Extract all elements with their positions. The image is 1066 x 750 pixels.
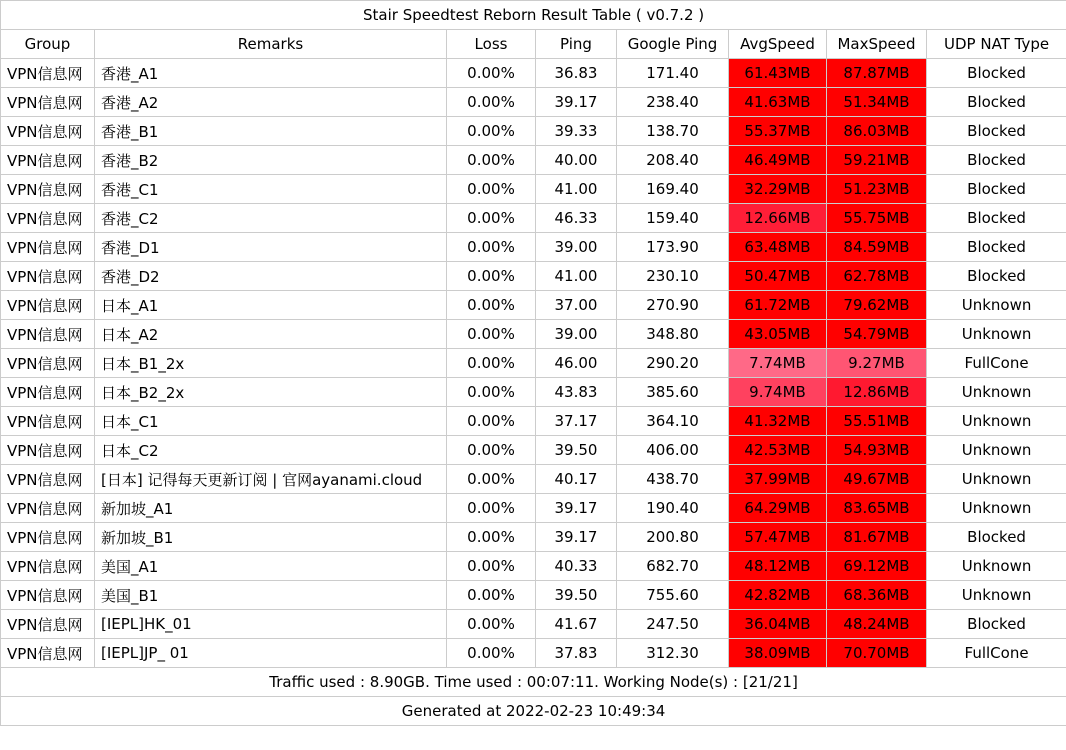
column-header-avgspeed: AvgSpeed <box>729 30 827 59</box>
loss-cell: 0.00% <box>447 320 536 349</box>
column-header-udp-nat-type: UDP NAT Type <box>927 30 1066 59</box>
group-cell: VPN信息网 <box>1 494 95 523</box>
max-speed-cell: 84.59MB <box>827 233 927 262</box>
udp-nat-type-cell: Blocked <box>927 204 1066 233</box>
footer-generated: Generated at 2022-02-23 10:49:34 <box>1 697 1066 726</box>
table-row <box>1 175 1066 204</box>
ping-cell: 39.00 <box>536 233 617 262</box>
table-row <box>1 291 1066 320</box>
ping-cell: 39.17 <box>536 88 617 117</box>
max-speed-cell: 69.12MB <box>827 552 927 581</box>
loss-cell: 0.00% <box>447 349 536 378</box>
google-ping-cell: 169.40 <box>617 175 729 204</box>
remarks-cell: 日本_C1 <box>95 407 447 436</box>
group-cell: VPN信息网 <box>1 407 95 436</box>
ping-cell: 41.67 <box>536 610 617 639</box>
ping-cell: 39.33 <box>536 117 617 146</box>
max-speed-cell: 86.03MB <box>827 117 927 146</box>
loss-cell: 0.00% <box>447 494 536 523</box>
remarks-cell: 新加坡_B1 <box>95 523 447 552</box>
udp-nat-type-cell: Blocked <box>927 117 1066 146</box>
avg-speed-cell: 36.04MB <box>729 610 827 639</box>
group-cell: VPN信息网 <box>1 320 95 349</box>
loss-cell: 0.00% <box>447 552 536 581</box>
max-speed-cell: 62.78MB <box>827 262 927 291</box>
table-row <box>1 407 1066 436</box>
udp-nat-type-cell: Unknown <box>927 552 1066 581</box>
avg-speed-cell: 41.32MB <box>729 407 827 436</box>
remarks-cell: 美国_B1 <box>95 581 447 610</box>
group-cell: VPN信息网 <box>1 523 95 552</box>
group-cell: VPN信息网 <box>1 436 95 465</box>
avg-speed-cell: 50.47MB <box>729 262 827 291</box>
udp-nat-type-cell: Unknown <box>927 291 1066 320</box>
group-cell: VPN信息网 <box>1 204 95 233</box>
google-ping-cell: 364.10 <box>617 407 729 436</box>
google-ping-cell: 290.20 <box>617 349 729 378</box>
ping-cell: 39.17 <box>536 494 617 523</box>
google-ping-cell: 190.40 <box>617 494 729 523</box>
udp-nat-type-cell: FullCone <box>927 639 1066 668</box>
udp-nat-type-cell: Blocked <box>927 523 1066 552</box>
table-body <box>1 59 1066 668</box>
max-speed-cell: 48.24MB <box>827 610 927 639</box>
udp-nat-type-cell: Blocked <box>927 610 1066 639</box>
loss-cell: 0.00% <box>447 610 536 639</box>
footer-summary: Traffic used : 8.90GB. Time used : 00:07:11. Working Node(s) : [21/21] <box>1 668 1066 697</box>
group-cell: VPN信息网 <box>1 117 95 146</box>
column-header-ping: Ping <box>536 30 617 59</box>
remarks-cell: 香港_B1 <box>95 117 447 146</box>
ping-cell: 40.00 <box>536 146 617 175</box>
loss-cell: 0.00% <box>447 465 536 494</box>
google-ping-cell: 238.40 <box>617 88 729 117</box>
group-cell: VPN信息网 <box>1 88 95 117</box>
udp-nat-type-cell: Unknown <box>927 378 1066 407</box>
avg-speed-cell: 57.47MB <box>729 523 827 552</box>
avg-speed-cell: 48.12MB <box>729 552 827 581</box>
google-ping-cell: 138.70 <box>617 117 729 146</box>
table-row <box>1 59 1066 88</box>
table-row <box>1 233 1066 262</box>
table-row <box>1 436 1066 465</box>
google-ping-cell: 348.80 <box>617 320 729 349</box>
table-row <box>1 581 1066 610</box>
ping-cell: 40.33 <box>536 552 617 581</box>
loss-cell: 0.00% <box>447 233 536 262</box>
avg-speed-cell: 55.37MB <box>729 117 827 146</box>
udp-nat-type-cell: Blocked <box>927 233 1066 262</box>
group-cell: VPN信息网 <box>1 465 95 494</box>
table-row <box>1 146 1066 175</box>
udp-nat-type-cell: Unknown <box>927 581 1066 610</box>
udp-nat-type-cell: Blocked <box>927 146 1066 175</box>
loss-cell: 0.00% <box>447 436 536 465</box>
table-row <box>1 204 1066 233</box>
google-ping-cell: 755.60 <box>617 581 729 610</box>
udp-nat-type-cell: Blocked <box>927 88 1066 117</box>
summary-row <box>1 668 1066 697</box>
group-cell: VPN信息网 <box>1 291 95 320</box>
column-header-google-ping: Google Ping <box>617 30 729 59</box>
max-speed-cell: 83.65MB <box>827 494 927 523</box>
remarks-cell: [IEPL]JP_ 01 <box>95 639 447 668</box>
udp-nat-type-cell: Unknown <box>927 407 1066 436</box>
ping-cell: 40.17 <box>536 465 617 494</box>
ping-cell: 39.00 <box>536 320 617 349</box>
google-ping-cell: 385.60 <box>617 378 729 407</box>
header-row <box>1 30 1066 59</box>
title-row <box>1 1 1066 30</box>
ping-cell: 37.00 <box>536 291 617 320</box>
table-row <box>1 552 1066 581</box>
loss-cell: 0.00% <box>447 88 536 117</box>
remarks-cell: 香港_C2 <box>95 204 447 233</box>
google-ping-cell: 171.40 <box>617 59 729 88</box>
ping-cell: 36.83 <box>536 59 617 88</box>
avg-speed-cell: 64.29MB <box>729 494 827 523</box>
remarks-cell: 日本_B1_2x <box>95 349 447 378</box>
group-cell: VPN信息网 <box>1 175 95 204</box>
avg-speed-cell: 12.66MB <box>729 204 827 233</box>
remarks-cell: 香港_D2 <box>95 262 447 291</box>
group-cell: VPN信息网 <box>1 349 95 378</box>
remarks-cell: 新加坡_A1 <box>95 494 447 523</box>
table-row <box>1 465 1066 494</box>
google-ping-cell: 230.10 <box>617 262 729 291</box>
udp-nat-type-cell: Unknown <box>927 465 1066 494</box>
ping-cell: 39.17 <box>536 523 617 552</box>
group-cell: VPN信息网 <box>1 59 95 88</box>
max-speed-cell: 54.93MB <box>827 436 927 465</box>
loss-cell: 0.00% <box>447 523 536 552</box>
ping-cell: 46.33 <box>536 204 617 233</box>
max-speed-cell: 79.62MB <box>827 291 927 320</box>
ping-cell: 41.00 <box>536 262 617 291</box>
avg-speed-cell: 42.82MB <box>729 581 827 610</box>
udp-nat-type-cell: Blocked <box>927 59 1066 88</box>
remarks-cell: 香港_A2 <box>95 88 447 117</box>
ping-cell: 37.83 <box>536 639 617 668</box>
avg-speed-cell: 63.48MB <box>729 233 827 262</box>
table-row <box>1 262 1066 291</box>
google-ping-cell: 406.00 <box>617 436 729 465</box>
max-speed-cell: 51.34MB <box>827 88 927 117</box>
max-speed-cell: 51.23MB <box>827 175 927 204</box>
loss-cell: 0.00% <box>447 262 536 291</box>
table-row <box>1 378 1066 407</box>
table-row <box>1 117 1066 146</box>
avg-speed-cell: 61.43MB <box>729 59 827 88</box>
loss-cell: 0.00% <box>447 146 536 175</box>
google-ping-cell: 682.70 <box>617 552 729 581</box>
max-speed-cell: 49.67MB <box>827 465 927 494</box>
remarks-cell: 日本_B2_2x <box>95 378 447 407</box>
group-cell: VPN信息网 <box>1 552 95 581</box>
loss-cell: 0.00% <box>447 175 536 204</box>
column-header-maxspeed: MaxSpeed <box>827 30 927 59</box>
google-ping-cell: 312.30 <box>617 639 729 668</box>
column-header-remarks: Remarks <box>95 30 447 59</box>
table-row <box>1 320 1066 349</box>
max-speed-cell: 81.67MB <box>827 523 927 552</box>
ping-cell: 43.83 <box>536 378 617 407</box>
max-speed-cell: 9.27MB <box>827 349 927 378</box>
table-row <box>1 349 1066 378</box>
ping-cell: 39.50 <box>536 581 617 610</box>
avg-speed-cell: 37.99MB <box>729 465 827 494</box>
udp-nat-type-cell: Unknown <box>927 320 1066 349</box>
remarks-cell: 日本_C2 <box>95 436 447 465</box>
avg-speed-cell: 38.09MB <box>729 639 827 668</box>
avg-speed-cell: 43.05MB <box>729 320 827 349</box>
loss-cell: 0.00% <box>447 59 536 88</box>
max-speed-cell: 70.70MB <box>827 639 927 668</box>
avg-speed-cell: 46.49MB <box>729 146 827 175</box>
google-ping-cell: 270.90 <box>617 291 729 320</box>
max-speed-cell: 68.36MB <box>827 581 927 610</box>
max-speed-cell: 55.51MB <box>827 407 927 436</box>
ping-cell: 37.17 <box>536 407 617 436</box>
remarks-cell: 香港_B2 <box>95 146 447 175</box>
avg-speed-cell: 7.74MB <box>729 349 827 378</box>
udp-nat-type-cell: Unknown <box>927 494 1066 523</box>
table-title: Stair Speedtest Reborn Result Table ( v0.7.2 ) <box>1 1 1066 30</box>
avg-speed-cell: 41.63MB <box>729 88 827 117</box>
max-speed-cell: 55.75MB <box>827 204 927 233</box>
group-cell: VPN信息网 <box>1 262 95 291</box>
group-cell: VPN信息网 <box>1 146 95 175</box>
google-ping-cell: 247.50 <box>617 610 729 639</box>
remarks-cell: 香港_D1 <box>95 233 447 262</box>
google-ping-cell: 200.80 <box>617 523 729 552</box>
generated-row <box>1 697 1066 726</box>
google-ping-cell: 208.40 <box>617 146 729 175</box>
udp-nat-type-cell: Blocked <box>927 175 1066 204</box>
remarks-cell: 美国_A1 <box>95 552 447 581</box>
max-speed-cell: 54.79MB <box>827 320 927 349</box>
loss-cell: 0.00% <box>447 407 536 436</box>
max-speed-cell: 12.86MB <box>827 378 927 407</box>
table-row <box>1 639 1066 668</box>
remarks-cell: 香港_C1 <box>95 175 447 204</box>
udp-nat-type-cell: FullCone <box>927 349 1066 378</box>
group-cell: VPN信息网 <box>1 378 95 407</box>
max-speed-cell: 59.21MB <box>827 146 927 175</box>
loss-cell: 0.00% <box>447 204 536 233</box>
google-ping-cell: 159.40 <box>617 204 729 233</box>
group-cell: VPN信息网 <box>1 581 95 610</box>
udp-nat-type-cell: Unknown <box>927 436 1066 465</box>
column-header-group: Group <box>1 30 95 59</box>
group-cell: VPN信息网 <box>1 610 95 639</box>
ping-cell: 41.00 <box>536 175 617 204</box>
ping-cell: 39.50 <box>536 436 617 465</box>
loss-cell: 0.00% <box>447 117 536 146</box>
remarks-cell: [IEPL]HK_01 <box>95 610 447 639</box>
remarks-cell: 香港_A1 <box>95 59 447 88</box>
loss-cell: 0.00% <box>447 291 536 320</box>
group-cell: VPN信息网 <box>1 639 95 668</box>
table-row <box>1 523 1066 552</box>
loss-cell: 0.00% <box>447 639 536 668</box>
remarks-cell: [日本] 记得每天更新订阅 | 官网ayanami.cloud <box>95 465 447 494</box>
google-ping-cell: 438.70 <box>617 465 729 494</box>
google-ping-cell: 173.90 <box>617 233 729 262</box>
loss-cell: 0.00% <box>447 581 536 610</box>
udp-nat-type-cell: Blocked <box>927 262 1066 291</box>
remarks-cell: 日本_A1 <box>95 291 447 320</box>
avg-speed-cell: 32.29MB <box>729 175 827 204</box>
max-speed-cell: 87.87MB <box>827 59 927 88</box>
loss-cell: 0.00% <box>447 378 536 407</box>
avg-speed-cell: 42.53MB <box>729 436 827 465</box>
ping-cell: 46.00 <box>536 349 617 378</box>
avg-speed-cell: 61.72MB <box>729 291 827 320</box>
table-row <box>1 494 1066 523</box>
table-row <box>1 610 1066 639</box>
table-row <box>1 88 1066 117</box>
column-header-loss: Loss <box>447 30 536 59</box>
remarks-cell: 日本_A2 <box>95 320 447 349</box>
avg-speed-cell: 9.74MB <box>729 378 827 407</box>
group-cell: VPN信息网 <box>1 233 95 262</box>
